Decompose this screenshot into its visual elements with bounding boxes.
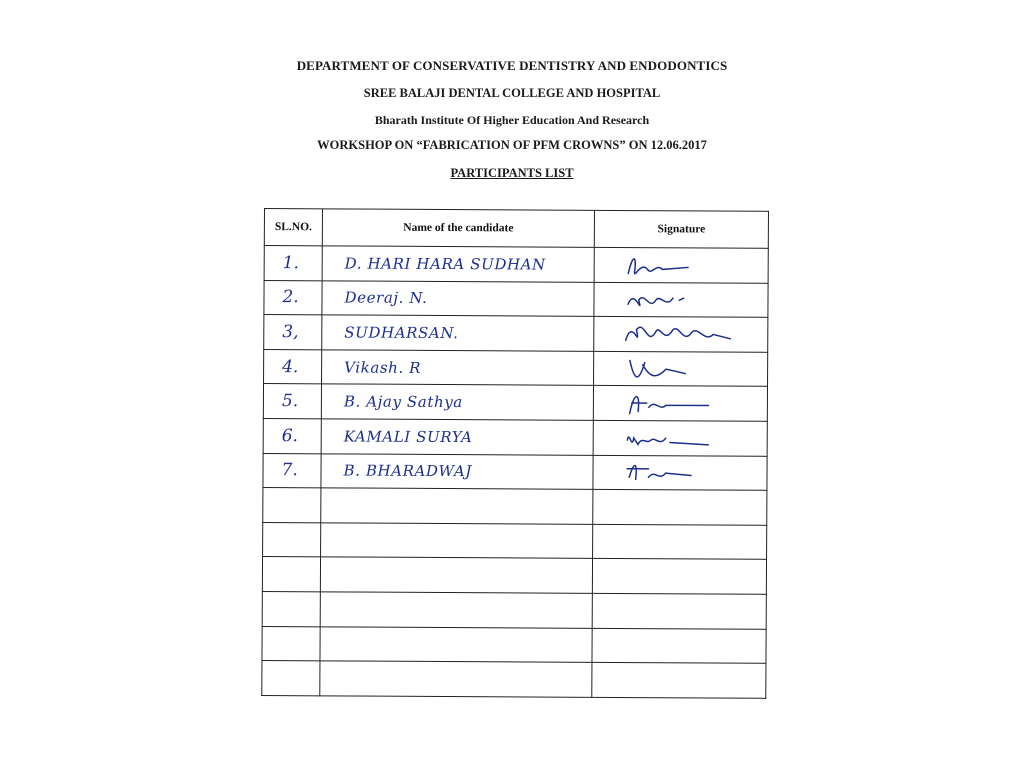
institute-heading: Bharath Institute Of Higher Education And Research (374, 113, 650, 127)
candidate-name-cell (322, 280, 594, 316)
slno-handwritten: 2. (282, 287, 299, 308)
slno-handwritten: 5. (281, 391, 299, 412)
signature-cell (593, 524, 767, 560)
signature-cell (594, 282, 768, 318)
candidate-name-cell (321, 384, 593, 420)
table-row (264, 315, 768, 352)
candidate-name-cell (321, 523, 593, 559)
table-row (263, 418, 767, 455)
column-header-signature: Signature (594, 210, 768, 248)
signature-scribble (622, 423, 742, 456)
candidate-name-cell (322, 350, 594, 386)
slno-cell (262, 591, 320, 626)
table-header-row (264, 209, 768, 249)
signature-cell (594, 351, 768, 387)
candidate-name-handwritten: D. HARI HARA SUDHAN (344, 254, 546, 274)
candidate-name-handwritten: SUDHARSAN. (344, 323, 459, 343)
signature-cell (594, 317, 768, 353)
candidate-name-cell (320, 661, 592, 697)
table-row (263, 384, 767, 421)
table-row (262, 626, 766, 663)
signature-cell (592, 662, 766, 698)
slno-handwritten: 7. (281, 460, 298, 481)
candidate-name-cell (321, 488, 593, 524)
slno-cell (262, 557, 320, 592)
table-row (262, 557, 766, 594)
candidate-name-handwritten: Deeraj. N. (344, 288, 428, 308)
candidate-name-cell (322, 315, 594, 351)
column-header-name: Name of the candidate (322, 209, 594, 248)
signature-scribble (623, 250, 743, 283)
signature-cell (592, 628, 766, 664)
signature-cell (593, 420, 767, 456)
signature-cell (592, 593, 766, 629)
workshop-heading: WORKSHOP ON “FABRICATION OF PFM CROWNS” ON 12.06.2017 (317, 138, 707, 152)
signature-scribble (621, 458, 741, 491)
candidate-name-cell (320, 592, 592, 628)
table-row (262, 661, 766, 698)
slno-cell (262, 626, 320, 661)
signature-stroke (630, 397, 709, 415)
participants-list-title: PARTICIPANTS LIST (450, 166, 574, 180)
signature-stroke (630, 360, 686, 377)
signature-cell (593, 489, 767, 525)
college-heading: SREE BALAJI DENTAL COLLEGE AND HOSPITAL (363, 86, 661, 100)
signature-stroke (628, 297, 684, 305)
candidate-name-handwritten: Vikash. R (344, 358, 422, 377)
participants-table-wrapper (261, 208, 768, 731)
signature-cell (592, 559, 766, 595)
department-heading: DEPARTMENT OF CONSERVATIVE DENTISTRY AND ENDODONTICS (296, 58, 728, 73)
signature-scribble (622, 388, 742, 421)
candidate-name-handwritten: B. Ajay Sathya (343, 392, 463, 412)
slno-cell (264, 246, 322, 281)
signature-scribble (622, 354, 742, 387)
signature-cell (593, 386, 767, 422)
table-row (262, 591, 766, 628)
slno-cell (263, 453, 321, 488)
slno-cell (264, 315, 322, 350)
candidate-name-cell (320, 557, 592, 593)
table-row (264, 280, 768, 317)
signature-stroke (627, 437, 708, 445)
signature-stroke (628, 259, 688, 274)
slno-cell (263, 522, 321, 557)
signature-stroke (627, 465, 691, 479)
slno-handwritten: 4. (282, 356, 299, 377)
column-header-slno: SL.NO. (264, 209, 322, 246)
signature-scribble (622, 319, 742, 352)
signature-cell (594, 247, 768, 283)
slno-cell (264, 280, 322, 315)
participants-table (261, 208, 769, 699)
slno-handwritten: 3, (282, 322, 299, 343)
table-row (264, 246, 768, 283)
table-row (263, 522, 767, 559)
slno-cell (264, 349, 322, 384)
candidate-name-cell (320, 626, 592, 662)
table-row (263, 453, 767, 490)
slno-cell (262, 661, 320, 696)
slno-handwritten: 6. (281, 425, 299, 446)
signature-cell (593, 455, 767, 491)
candidate-name-cell (322, 246, 594, 282)
slno-handwritten: 1. (282, 252, 299, 273)
slno-cell (263, 488, 321, 523)
candidate-name-handwritten: B. BHARADWAJ (343, 461, 472, 481)
signature-stroke (626, 327, 731, 341)
slno-cell (263, 384, 321, 419)
signature-scribble (622, 285, 742, 318)
table-row (263, 488, 767, 525)
candidate-name-handwritten: KAMALI SURYA (343, 427, 473, 446)
table-row (264, 349, 768, 386)
slno-cell (263, 418, 321, 453)
candidate-name-cell (321, 453, 593, 489)
candidate-name-cell (321, 419, 593, 455)
